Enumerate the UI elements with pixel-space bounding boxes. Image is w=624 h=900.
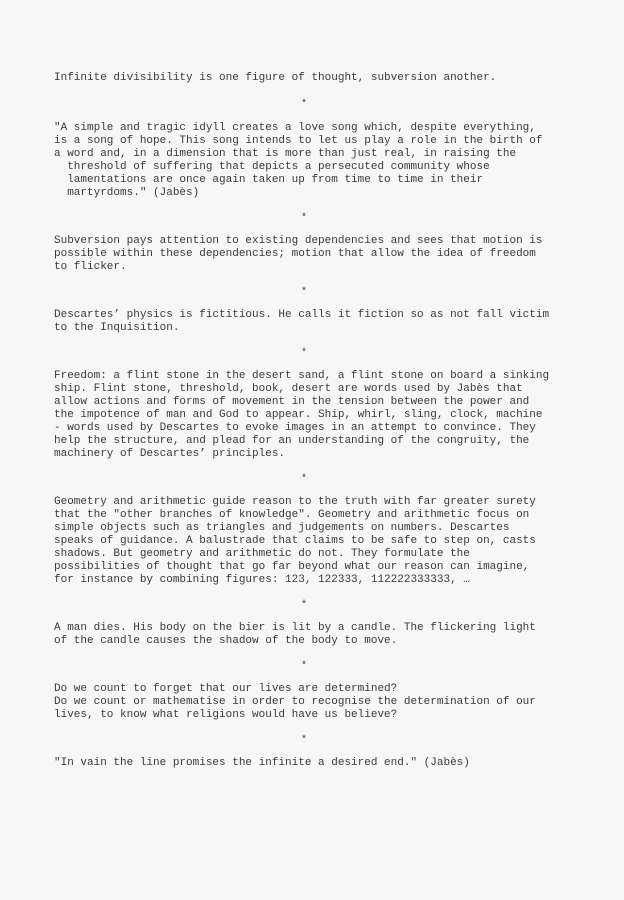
paragraph-4 (54, 309, 554, 335)
document-page (54, 72, 554, 770)
paragraph-line: Descartes’ physics is fictitious. He calls it fiction so as not fall victim (54, 309, 550, 321)
paragraph-5 (54, 370, 554, 461)
paragraph-line: Infinite divisibility is one figure of thought, subversion another. (54, 72, 497, 84)
paragraph-line: lives, to know what religions would have us believe? (54, 709, 398, 721)
paragraph-8 (54, 683, 554, 722)
separator-star: * (300, 735, 307, 746)
paragraph-9 (54, 757, 554, 770)
paragraph-3 (54, 235, 554, 274)
paragraph-line: Do we count or mathematise in order to recognise the determination of our (54, 696, 536, 708)
paragraph-line: the impotence of man and God to appear. Ship, whirl, sling, clock, machine (54, 409, 543, 421)
paragraph-6 (54, 496, 554, 587)
paragraph-line: shadows. But geometry and arithmetic do not. They formulate the (54, 548, 470, 560)
paragraph-line: lamentations are once again taken up from time to time in their (54, 174, 484, 186)
paragraph-line: Geometry and arithmetic guide reason to the truth with far greater surety (54, 496, 536, 508)
separator-star: * (300, 661, 307, 672)
paragraph-1 (54, 72, 554, 85)
paragraph-line: simple objects such as triangles and judgements on numbers. Descartes (54, 522, 510, 534)
paragraph-7 (54, 622, 554, 648)
paragraph-line: help the structure, and plead for an understanding of the congruity, the (54, 435, 530, 447)
paragraph-line: "A simple and tragic idyll creates a love song which, despite everything, (54, 122, 536, 134)
paragraph-line: is a song of hope. This song intends to let us play a role in the birth of (54, 135, 543, 147)
paragraph-line: to flicker. (54, 261, 127, 273)
paragraph-line: "In vain the line promises the infinite a desired end." (Jabès) (54, 757, 470, 769)
paragraph-line: for instance by combining figures: 123, 122333, 112222333333, … (54, 574, 470, 586)
paragraph-line: that the "other branches of knowledge". Geometry and arithmetic focus on (54, 509, 530, 521)
separator-star: * (300, 99, 307, 110)
paragraph-line: threshold of suffering that depicts a persecuted community whose (54, 161, 490, 173)
separator-star: * (300, 600, 307, 611)
paragraph-line: ship. Flint stone, threshold, book, desert are words used by Jabès that (54, 383, 523, 395)
paragraph-line: possible within these dependencies; motion that allow the idea of freedom (54, 248, 536, 260)
separator-star: * (300, 213, 307, 224)
paragraph-2 (54, 122, 554, 200)
separator-star: * (300, 474, 307, 485)
paragraph-line: martyrdoms." (Jabès) (54, 187, 200, 199)
paragraph-line: speaks of guidance. A balustrade that claims to be safe to step on, casts (54, 535, 536, 547)
paragraph-line: Freedom: a flint stone in the desert sand, a flint stone on board a sinking (54, 370, 550, 382)
paragraph-line: of the candle causes the shadow of the body to move. (54, 635, 398, 647)
separator-star: * (300, 348, 307, 359)
paragraph-line: - words used by Descartes to evoke images in an attempt to convince. They (54, 422, 536, 434)
paragraph-line: Do we count to forget that our lives are determined? (54, 683, 398, 695)
paragraph-line: to the Inquisition. (54, 322, 180, 334)
separator-star: * (300, 287, 307, 298)
paragraph-line: allow actions and forms of movement in the tension between the power and (54, 396, 530, 408)
paragraph-line: a word and, in a dimension that is more than just real, in raising the (54, 148, 517, 160)
paragraph-line: possibilities of thought that go far beyond what our reason can imagine, (54, 561, 530, 573)
paragraph-line: machinery of Descartes’ principles. (54, 448, 286, 460)
paragraph-line: A man dies. His body on the bier is lit by a candle. The flickering light (54, 622, 536, 634)
paragraph-line: Subversion pays attention to existing dependencies and sees that motion is (54, 235, 543, 247)
